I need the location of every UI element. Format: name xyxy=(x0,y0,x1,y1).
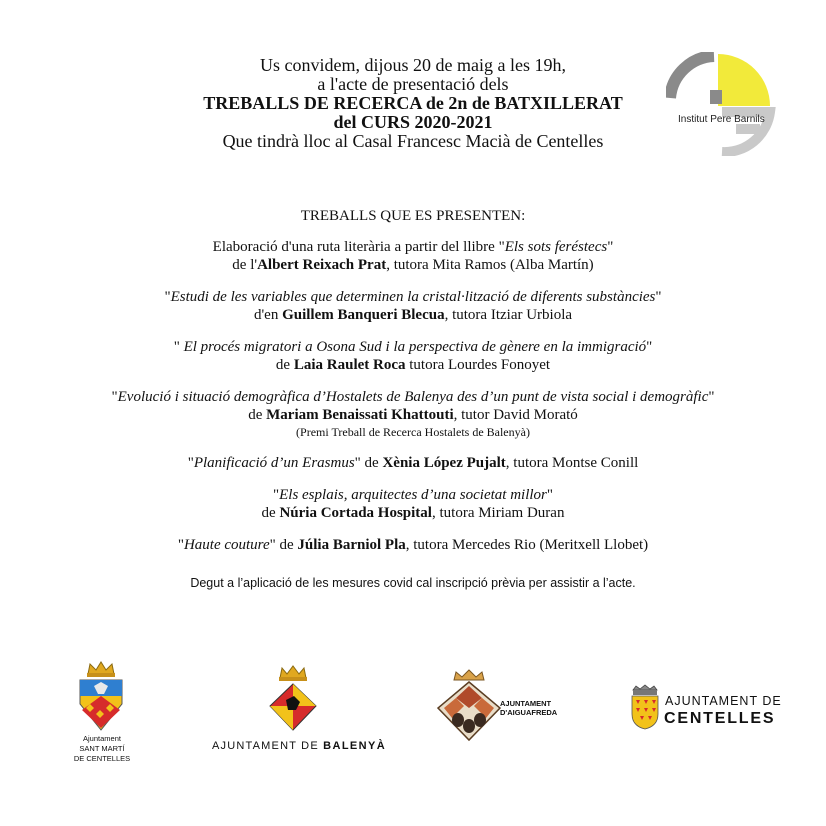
work-tutor: , tutora Montse Conill xyxy=(505,455,639,471)
work-item: "Estudi de les variables que determinen la cristal·lització de diferents substàncies" d'en Guillem Banqueri Blecua, tutora Itziar Urbiola xyxy=(164,289,662,323)
work-title: Planificació d’un Erasmus xyxy=(193,455,355,471)
work-title: Evolució i situació demogràfica d’Hostalets de Balenya des d’un punt de vista social i demogràfic xyxy=(117,389,709,405)
centelles-caption-line-1: AJUNTAMENT DE xyxy=(665,694,782,708)
logo-lightgray-bar xyxy=(736,124,760,134)
work-tutor: , tutora Mercedes Rio (Meritxell Llobet) xyxy=(405,537,649,553)
work-author: Mariam Benaissati Khattouti xyxy=(266,407,454,423)
work-author: Núria Cortada Hospital xyxy=(279,505,432,521)
logo-gray-block xyxy=(710,90,722,104)
work-award-note: (Premi Treball de Recerca Hostalets de Balenyà) xyxy=(296,425,530,439)
school-logo-label: Institut Pere Barnils xyxy=(678,114,765,125)
work-title: Haute couture xyxy=(183,537,270,553)
work-author: Júlia Barniol Pla xyxy=(297,537,406,553)
work-item: "Evolució i situació demogràfica d’Hostalets de Balenya des d’un punt de vista social i demogràfic" de Mariam Benaissati Khattouti, tutor David Morató (Premi Treball de Recerca Hostalets de Balenyà) xyxy=(0,388,826,440)
work-item: "Planificació d’un Erasmus" de Xènia López Pujalt, tutora Montse Conill xyxy=(187,455,639,471)
work-title: Estudi de les variables que determinen la cristal·lització de diferents substàncies xyxy=(170,289,656,305)
institut-pere-barnils-logo xyxy=(666,52,776,156)
invitation-line-2: a l'acte de presentació dels xyxy=(317,74,509,94)
work-author: Xènia López Pujalt xyxy=(382,455,506,471)
invitation-venue: Que tindrà lloc al Casal Francesc Macià de Centelles xyxy=(222,131,604,151)
works-list xyxy=(0,238,826,568)
work-tutor: , tutor David Morató xyxy=(453,407,578,423)
sant-marti-crest-icon xyxy=(76,660,126,732)
work-author: Laia Raulet Roca xyxy=(293,357,406,373)
work-item: Elaboració d'una ruta literària a partir del llibre "Els sots feréstecs" de l'Albert Reixach Prat, tutora Mita Ramos (Alba Martín) xyxy=(212,239,614,273)
aiguafreda-crest-icon xyxy=(436,668,502,742)
work-title: Els esplais, arquitectes d’una societat millor xyxy=(279,487,547,503)
work-tutor: , tutora Mita Ramos (Alba Martín) xyxy=(386,257,594,273)
invitation-title: TREBALLS DE RECERCA de 2n de BATXILLERAT xyxy=(203,93,623,113)
aiguafreda-caption: AJUNTAMENT D'AIGUAFREDA xyxy=(500,699,558,717)
centelles-caption-line-2: CENTELLES xyxy=(664,710,776,727)
covid-notice: Degut a l’aplicació de les mesures covid cal inscripció prèvia per assistir a l’acte. xyxy=(190,576,636,590)
invitation-course: del CURS 2020-2021 xyxy=(333,112,493,132)
sant-marti-caption: Ajuntament SANT MARTÍ DE CENTELLES xyxy=(73,734,131,763)
centelles-crest-icon xyxy=(630,684,660,730)
work-tutor: , tutora Itziar Urbiola xyxy=(444,307,573,323)
work-item: " El procés migratori a Osona Sud i la perspectiva de gènere en la immigració" de Laia Raulet Roca tutora Lourdes Fonoyet xyxy=(173,339,653,373)
logo-yellow-quadrant xyxy=(718,54,770,106)
work-item: "Haute couture" de Júlia Barniol Pla, tutora Mercedes Rio (Meritxell Llobet) xyxy=(177,537,649,553)
work-title: Els sots feréstecs xyxy=(504,239,608,255)
invitation-line-1: Us convidem, dijous 20 de maig a les 19h, xyxy=(260,55,566,75)
work-item: "Els esplais, arquitectes d’una societat millor" de Núria Cortada Hospital, tutora Miriam Duran xyxy=(261,487,565,521)
works-heading: TREBALLS QUE ES PRESENTEN: xyxy=(300,208,526,224)
balenya-caption: AJUNTAMENT DE BALENYÀ xyxy=(212,740,387,752)
logo-gray-arc xyxy=(670,56,714,98)
balenya-crest-icon xyxy=(266,664,320,734)
work-tutor: , tutora Miriam Duran xyxy=(431,505,565,521)
work-author: Guillem Banqueri Blecua xyxy=(282,307,445,323)
work-tutor: tutora Lourdes Fonoyet xyxy=(405,357,551,373)
work-author: Albert Reixach Prat xyxy=(257,257,387,273)
work-title: El procés migratori a Osona Sud i la perspectiva de gènere en la immigració xyxy=(183,339,647,355)
